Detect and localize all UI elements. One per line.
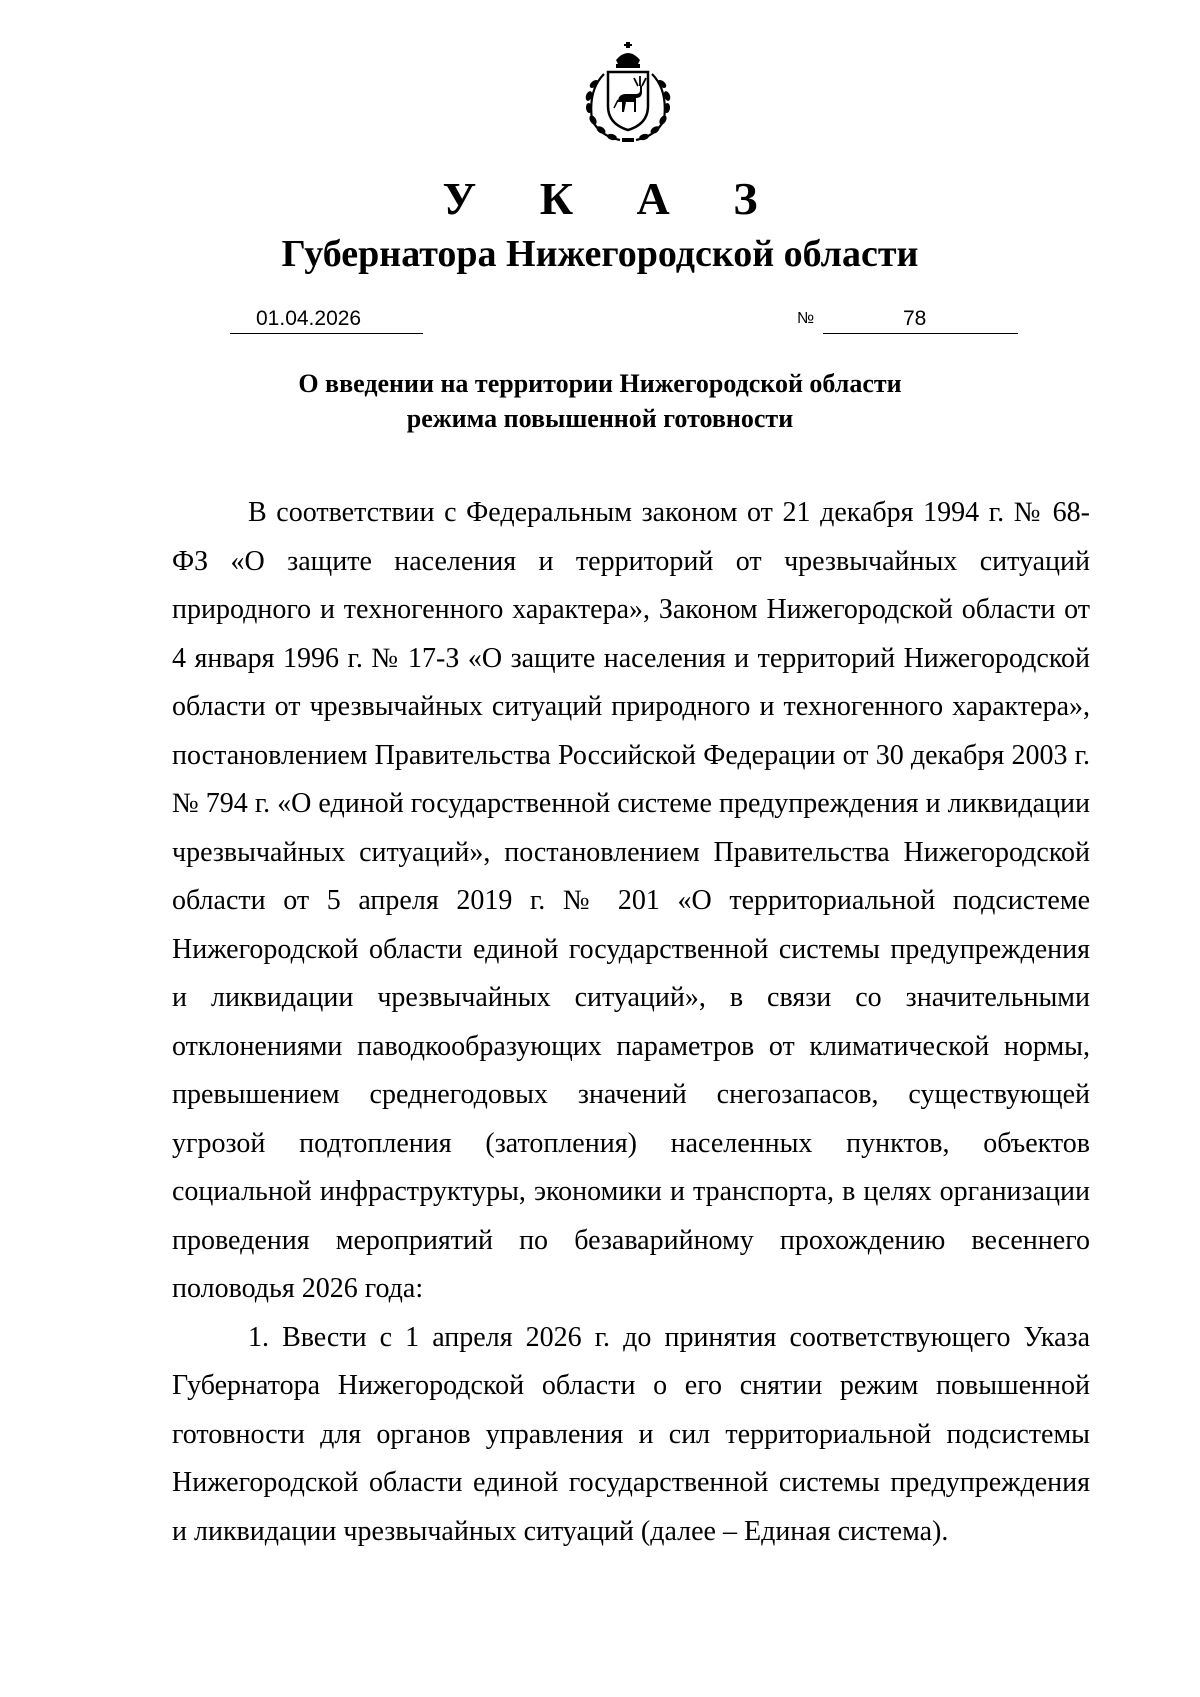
decree-body — [172, 489, 1090, 1556]
heading-line-2: режима повышенной готовности — [406, 404, 794, 433]
decree-number: 78 — [903, 307, 927, 330]
decree-heading — [0, 366, 1200, 436]
date-field — [230, 303, 423, 334]
coat-of-arms-icon — [574, 40, 682, 146]
decree-title: У К А З — [442, 173, 784, 224]
number-field — [823, 303, 1018, 334]
body-paragraph-item-1: 1. Ввести с 1 апреля 2026 г. до принятия соответствующего Указа Губернатора Нижегородской области о его снятии режим повышенной готовности для органов управления и сил территориальной подсистемы Нижегородской области единой государственной системы предупреждения и ликвидации чрезвычайных ситуаций (далее – Единая система). — [172, 1321, 1090, 1547]
number-label: № — [797, 310, 815, 327]
decree-issuer: Губернатора Нижегородской области — [281, 233, 919, 275]
heading-line-1: О введении на территории Нижегородской области — [298, 369, 902, 398]
decree-date: 01.04.2026 — [256, 307, 362, 330]
body-paragraph-preamble: В соответствии с Федеральным законом от 21 декабря 1994 г. № 68-ФЗ «О защите населения и территорий от чрезвычайных ситуаций природного и техногенного характера», Законом Нижегородской области от 4 января 1996 г. № 17-З «О защите населения и территорий Нижегородской области от чрезвычайных ситуаций природного и техногенного характера», постановлением Правительства Российской Федерации от 30 декабря 2003 г. № 794 г. «О единой государственной системе предупреждения и ликвидации чрезвычайных ситуаций», постановлением Правительства Нижегородской области от 5 апреля 2019 г. № 201 «О территориальной подсистеме Нижегородской области единой государственной системы предупреждения и ликвидации чрезвычайных ситуаций», в связи со значительными отклонениями паводкообразующих параметров от климатической нормы, превышением среднегодовых значений снегозапасов, существующей угрозой подтопления (затопления) населенных пунктов, объектов социальной инфраструктуры, экономики и транспорта, в целях организации проведения мероприятий по безаварийному прохождению весеннего половодья 2026 года: — [172, 497, 1090, 1304]
